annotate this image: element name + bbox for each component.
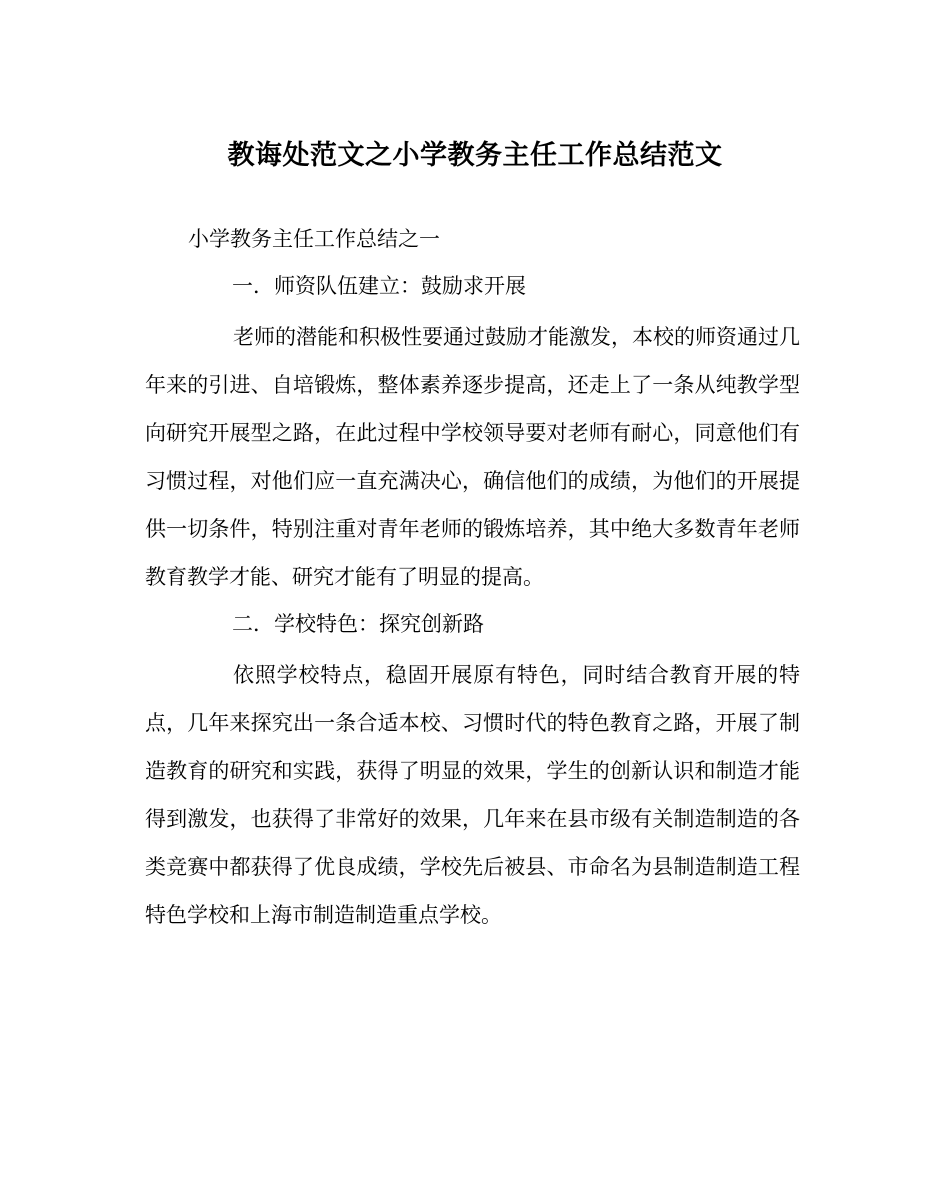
section1-heading: 一．师资队伍建立：鼓励求开展 xyxy=(232,274,526,298)
section2-paragraph: 依照学校特点，稳固开展原有特色，同时结合教育开展的特点，几年来探究出一条合适本校、习惯时代的特色教育之路，开展了制造教育的研究和实践，获得了明显的效果，学生的创新认识和制造才能得到激发，也获得了非常好的效果，几年来在县市级有关制造制造的各类竞赛中都获得了优良成绩，学校先后被县、市命名为县制造制造工程特色学校和上海市制造制造重点学校。 xyxy=(145,663,800,927)
document-subtitle: 小学教务主任工作总结之一 xyxy=(188,227,440,251)
section2-heading: 二．学校特色：探究创新路 xyxy=(232,612,484,636)
document-title: 教诲处范文之小学教务主任工作总结范文 xyxy=(227,140,723,171)
section1-paragraph: 老师的潜能和积极性要通过鼓励才能激发，本校的师资通过几年来的引进、自培锻炼，整体素养逐步提高，还走上了一条从纯教学型向研究开展型之路，在此过程中学校领导要对老师有耐心，同意他们有习惯过程，对他们应一直充满决心，确信他们的成绩，为他们的开展提供一切条件，特别注重对青年老师的锻炼培养，其中绝大多数青年老师教育教学才能、研究才能有了明显的提高。 xyxy=(145,325,800,589)
